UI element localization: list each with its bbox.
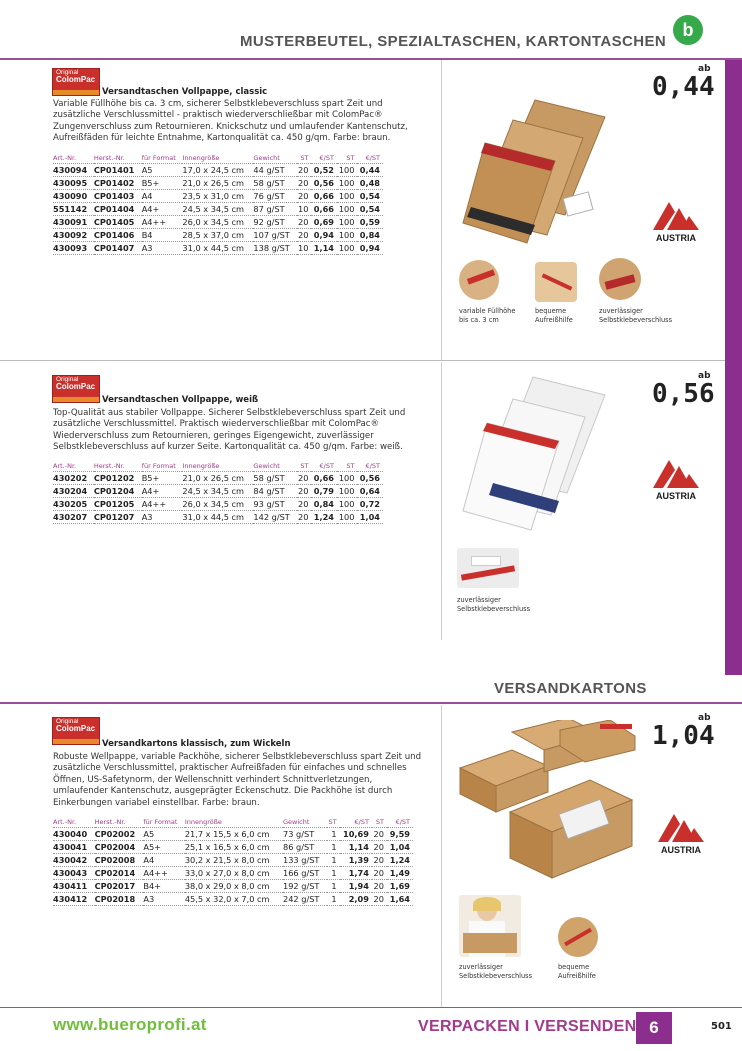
logo-brand: ColomPac	[56, 724, 96, 733]
table-cell: 0,64	[357, 485, 383, 498]
table-cell: 1,49	[387, 867, 413, 880]
table-cell: A4++	[143, 867, 185, 880]
caption-2: bequeme Aufreißhilfe	[535, 307, 573, 324]
table-cell: B4+	[143, 880, 185, 893]
table-row	[53, 242, 383, 255]
column-header: ST	[297, 462, 312, 472]
colompac-logo	[52, 717, 100, 745]
table-cell: 142 g/ST	[253, 511, 296, 524]
table-cell: 100	[337, 190, 357, 203]
logo-brand: ColomPac	[56, 382, 96, 391]
caption-2: bequeme Aufreißhilfe	[558, 963, 596, 980]
table-cell: 23,5 x 31,0 cm	[182, 190, 253, 203]
table-cell: 24,5 x 34,5 cm	[182, 485, 253, 498]
table-cell: 0,54	[357, 190, 383, 203]
table-cell: A4+	[142, 203, 183, 216]
thumb-fill-height	[459, 260, 499, 300]
caption-3: zuverlässiger Selbstklebeverschluss	[599, 307, 673, 324]
column-header: €/ST	[311, 154, 337, 164]
table-row	[53, 164, 383, 177]
thumb-tear-strip	[558, 917, 598, 957]
table-cell: 17,0 x 24,5 cm	[182, 164, 253, 177]
table-row	[53, 485, 383, 498]
table-cell: CP01204	[94, 485, 142, 498]
table-cell: 86 g/ST	[283, 841, 327, 854]
table-cell: CP02004	[95, 841, 144, 854]
column-header: Art.-Nr.	[53, 154, 94, 164]
table-cell: 1,39	[340, 854, 372, 867]
table-cell: 92 g/ST	[253, 216, 296, 229]
table-cell: 430043	[53, 867, 95, 880]
table-cell: 1	[327, 893, 339, 906]
table-header-row	[53, 154, 383, 164]
table-cell: 1,94	[340, 880, 372, 893]
table-cell: 0,94	[311, 229, 337, 242]
table-cell: 0,79	[311, 485, 337, 498]
table-cell: 166 g/ST	[283, 867, 327, 880]
column-header: Art.-Nr.	[53, 462, 94, 472]
table-cell: 25,1 x 16,5 x 6,0 cm	[185, 841, 283, 854]
table-cell: 0,66	[311, 203, 337, 216]
table-cell: A4++	[142, 216, 183, 229]
table-cell: 0,44	[357, 164, 383, 177]
table-header-row	[53, 462, 383, 472]
table-cell: 0,48	[357, 177, 383, 190]
table-row	[53, 511, 383, 524]
table-cell: 20	[297, 190, 312, 203]
price: 0,44	[652, 72, 715, 102]
table-cell: 430042	[53, 854, 95, 867]
table-cell: 100	[337, 177, 357, 190]
product-title: Versandtaschen Vollpappe, classic	[102, 87, 268, 97]
table-cell: 100	[337, 511, 357, 524]
table-cell: 84 g/ST	[253, 485, 296, 498]
table-row	[53, 177, 383, 190]
table-cell: CP01205	[94, 498, 142, 511]
thumb-person-seal	[459, 895, 521, 957]
table-cell: 1,24	[387, 854, 413, 867]
table-cell: 58 g/ST	[253, 177, 296, 190]
table-cell: 0,66	[311, 472, 337, 485]
table-cell: 20	[297, 485, 312, 498]
table-cell: 31,0 x 44,5 cm	[182, 511, 253, 524]
austria-logo	[645, 200, 707, 246]
table-cell: 0,69	[311, 216, 337, 229]
caption-1: zuverlässiger Selbstklebeverschluss	[457, 596, 531, 613]
table-cell: 430040	[53, 828, 95, 841]
product-description: Variable Füllhöhe bis ca. 3 cm, sicherer Selbstklebeverschluss spart Zeit und zusätzliche Verschlussmittel - praktisch wiederverschließbar mit ColomPac® Zungenverschluss zum Retournieren. Knickschutz und umlaufender Kantenschutz, Aufreißfäden für leichte Entnahme, Kartonqualität ca. 450 g/qm. Farbe: braun.	[53, 99, 408, 144]
section-divider-2	[0, 702, 742, 704]
table-cell: A4+	[142, 485, 183, 498]
table-cell: 138 g/ST	[253, 242, 296, 255]
table-cell: 430090	[53, 190, 94, 203]
column-header: Herst.-Nr.	[94, 154, 142, 164]
table-row	[53, 229, 383, 242]
column-header: Innengröße	[182, 154, 253, 164]
caption-1: variable Füllhöhe bis ca. 3 cm	[459, 307, 516, 324]
table-cell: 1,04	[357, 511, 383, 524]
table-cell: 0,54	[357, 203, 383, 216]
table-cell: 430041	[53, 841, 95, 854]
table-cell: 1	[327, 841, 339, 854]
table-cell: A3	[143, 893, 185, 906]
table-cell: A5+	[143, 841, 185, 854]
table-cell: 26,0 x 34,5 cm	[182, 498, 253, 511]
right-accent-bar	[725, 60, 742, 675]
table-cell: 20	[297, 216, 312, 229]
table-cell: 24,5 x 34,5 cm	[182, 203, 253, 216]
table-cell: 20	[297, 229, 312, 242]
table-cell: 0,59	[357, 216, 383, 229]
table-cell: CP02017	[95, 880, 144, 893]
table-cell: 45,5 x 32,0 x 7,0 cm	[185, 893, 283, 906]
column-divider-2	[441, 362, 442, 640]
austria-text: AUSTRIA	[656, 491, 696, 501]
price-prefix: ab	[698, 64, 711, 74]
column-header: ST	[327, 818, 339, 828]
table-cell: 430094	[53, 164, 94, 177]
table-cell: A3	[142, 242, 183, 255]
table-cell: CP01404	[94, 203, 142, 216]
table-cell: 100	[337, 216, 357, 229]
column-header: ST	[337, 154, 357, 164]
table-cell: A5	[142, 164, 183, 177]
logo-line1: Original	[56, 69, 79, 76]
column-header: ST	[337, 462, 357, 472]
table-cell: 0,94	[357, 242, 383, 255]
kraft-boxes-image	[450, 720, 640, 885]
table-cell: A4	[142, 190, 183, 203]
table-row	[53, 498, 383, 511]
column-header: €/ST	[357, 462, 383, 472]
table-cell: 1	[327, 867, 339, 880]
table-cell: 430205	[53, 498, 94, 511]
table-cell: CP01207	[94, 511, 142, 524]
table-cell: 0,56	[357, 472, 383, 485]
table-cell: 100	[337, 164, 357, 177]
table-cell: CP01202	[94, 472, 142, 485]
thumb-tear-strip	[535, 262, 577, 302]
table-cell: 100	[337, 242, 357, 255]
product-description: Robuste Wellpappe, variable Packhöhe, sicherer Selbstklebeverschluss spart Zeit und zusätzliche Verschlussmittel, praktischer Aufreißfaden für einfaches und schnelles Öffnen, US-Safetynorm, der Wellenschnitt verhindert Schnittverletzungen, umlaufender Kantenschutz, ausgeprägter Eckenschutz. Die Packhöhe ist durch Einkerbungen variabel einstellbar. Farbe: braun.	[53, 752, 422, 808]
product-description: Top-Qualität aus stabiler Vollpappe. Sicherer Selbstklebeverschluss spart Zeit und zusätzliche Verschlussmittel. Praktisch wiederverschließbar mit ColomPac® Wiederverschluss zum Retournieren, geringes Eigengewicht, zuverlässiger Selbstklebeverschluss auf kurzer Seite. Kartonqualität ca. 450 g/qm. Farbe: weiß.	[53, 408, 406, 453]
table-cell: 20	[372, 867, 387, 880]
table-cell: 33,0 x 27,0 x 8,0 cm	[185, 867, 283, 880]
logo-brand: ColomPac	[56, 75, 96, 84]
column-header: €/ST	[357, 154, 383, 164]
page-title: MUSTERBEUTEL, SPEZIALTASCHEN, KARTONTASCHEN	[240, 33, 667, 50]
table-cell: 1,24	[311, 511, 337, 524]
spec-table	[53, 154, 383, 255]
austria-text: AUSTRIA	[661, 845, 701, 855]
table-cell: A4++	[142, 498, 183, 511]
table-cell: 1,74	[340, 867, 372, 880]
table-cell: 0,56	[311, 177, 337, 190]
austria-logo	[645, 458, 707, 504]
colompac-logo	[52, 375, 100, 403]
table-row	[53, 472, 383, 485]
column-header: für Format	[142, 462, 183, 472]
table-cell: 9,59	[387, 828, 413, 841]
caption-1: zuverlässiger Selbstklebeverschluss	[459, 963, 533, 980]
column-header: €/ST	[311, 462, 337, 472]
table-cell: 26,0 x 34,5 cm	[182, 216, 253, 229]
column-header: Innengröße	[182, 462, 253, 472]
table-row	[53, 880, 413, 893]
table-cell: 58 g/ST	[253, 472, 296, 485]
column-header: Gewicht	[253, 154, 296, 164]
table-cell: CP01401	[94, 164, 142, 177]
table-cell: 430091	[53, 216, 94, 229]
header-rule	[0, 58, 742, 60]
table-cell: 430412	[53, 893, 95, 906]
table-cell: 133 g/ST	[283, 854, 327, 867]
column-divider-3	[441, 705, 442, 1007]
table-cell: 20	[372, 893, 387, 906]
spec-table	[53, 462, 383, 524]
table-cell: 10	[297, 203, 312, 216]
table-row	[53, 203, 383, 216]
table-cell: CP01407	[94, 242, 142, 255]
column-divider-1	[441, 60, 442, 360]
table-cell: 100	[337, 485, 357, 498]
table-cell: 0,84	[357, 229, 383, 242]
logo-line1: Original	[56, 718, 79, 725]
page-number: 501	[711, 1021, 732, 1032]
colompac-logo	[52, 68, 100, 96]
table-cell: 28,5 x 37,0 cm	[182, 229, 253, 242]
table-cell: CP02014	[95, 867, 144, 880]
table-cell: CP01402	[94, 177, 142, 190]
table-row	[53, 190, 383, 203]
table-row	[53, 893, 413, 906]
table-cell: CP02018	[95, 893, 144, 906]
table-cell: 430411	[53, 880, 95, 893]
table-row	[53, 867, 413, 880]
column-header: Art.-Nr.	[53, 818, 95, 828]
table-cell: 100	[337, 472, 357, 485]
table-cell: 100	[337, 498, 357, 511]
table-cell: 20	[297, 511, 312, 524]
table-cell: 20	[297, 164, 312, 177]
table-cell: 2,09	[340, 893, 372, 906]
table-cell: 93 g/ST	[253, 498, 296, 511]
table-cell: 20	[297, 177, 312, 190]
table-cell: 100	[337, 203, 357, 216]
table-header-row	[53, 818, 413, 828]
column-header: für Format	[143, 818, 185, 828]
table-cell: 430207	[53, 511, 94, 524]
column-header: ST	[297, 154, 312, 164]
table-cell: 430204	[53, 485, 94, 498]
kraft-envelopes-image	[455, 95, 635, 245]
white-envelopes-image	[455, 375, 635, 535]
table-cell: 73 g/ST	[283, 828, 327, 841]
table-cell: A3	[142, 511, 183, 524]
table-cell: CP02008	[95, 854, 144, 867]
table-cell: 551142	[53, 203, 94, 216]
table-cell: 1	[327, 854, 339, 867]
footer-rule	[0, 1007, 742, 1008]
table-cell: 21,7 x 15,5 x 6,0 cm	[185, 828, 283, 841]
table-cell: 107 g/ST	[253, 229, 296, 242]
table-cell: 76 g/ST	[253, 190, 296, 203]
thumb-seal	[457, 548, 519, 588]
table-cell: 242 g/ST	[283, 893, 327, 906]
table-cell: 87 g/ST	[253, 203, 296, 216]
table-cell: 0,66	[311, 190, 337, 203]
table-cell: 430202	[53, 472, 94, 485]
table-cell: 30,2 x 21,5 x 8,0 cm	[185, 854, 283, 867]
table-row	[53, 854, 413, 867]
table-cell: 21,0 x 26,5 cm	[182, 472, 253, 485]
product-title: Versandtaschen Vollpappe, weiß	[102, 395, 259, 405]
table-cell: CP01405	[94, 216, 142, 229]
footer-section-title: VERPACKEN I VERSENDEN	[418, 1018, 637, 1035]
chapter-badge: b	[673, 15, 703, 45]
product-title: Versandkartons klassisch, zum Wickeln	[102, 739, 291, 749]
table-cell: 1	[327, 880, 339, 893]
table-cell: B5+	[142, 472, 183, 485]
austria-logo	[650, 812, 712, 858]
table-cell: 1,64	[387, 893, 413, 906]
table-cell: 20	[297, 498, 312, 511]
column-header: Gewicht	[283, 818, 327, 828]
table-cell: 20	[372, 854, 387, 867]
section-divider-1	[0, 360, 725, 361]
table-row	[53, 841, 413, 854]
table-cell: 10,69	[340, 828, 372, 841]
table-cell: B5+	[142, 177, 183, 190]
table-cell: 44 g/ST	[253, 164, 296, 177]
austria-text: AUSTRIA	[656, 233, 696, 243]
table-cell: B4	[142, 229, 183, 242]
table-cell: 38,0 x 29,0 x 8,0 cm	[185, 880, 283, 893]
table-cell: 0,72	[357, 498, 383, 511]
price-prefix: ab	[698, 371, 711, 381]
spec-table	[53, 818, 413, 906]
table-cell: 21,0 x 26,5 cm	[182, 177, 253, 190]
price: 0,56	[652, 379, 715, 409]
table-row	[53, 216, 383, 229]
table-cell: 1,14	[311, 242, 337, 255]
table-cell: 0,52	[311, 164, 337, 177]
table-row	[53, 828, 413, 841]
table-cell: 1,04	[387, 841, 413, 854]
table-cell: CP02002	[95, 828, 144, 841]
table-cell: 20	[372, 841, 387, 854]
column-header: ST	[372, 818, 387, 828]
table-cell: 1	[327, 828, 339, 841]
table-cell: A5	[143, 828, 185, 841]
column-header: Herst.-Nr.	[94, 462, 142, 472]
table-cell: 100	[337, 229, 357, 242]
table-cell: A4	[143, 854, 185, 867]
thumb-seal	[599, 258, 641, 300]
logo-line1: Original	[56, 376, 79, 383]
footer-chapter-number: 6	[636, 1012, 672, 1044]
table-cell: 1,69	[387, 880, 413, 893]
table-cell: 430093	[53, 242, 94, 255]
price-prefix: ab	[698, 713, 711, 723]
table-cell: 20	[372, 828, 387, 841]
price: 1,04	[652, 721, 715, 751]
section-title: VERSANDKARTONS	[494, 680, 647, 697]
footer-website[interactable]: www.bueroprofi.at	[53, 1015, 207, 1034]
table-cell: 192 g/ST	[283, 880, 327, 893]
table-cell: CP01403	[94, 190, 142, 203]
table-cell: 20	[297, 472, 312, 485]
table-cell: 10	[297, 242, 312, 255]
column-header: für Format	[142, 154, 183, 164]
table-cell: 0,84	[311, 498, 337, 511]
table-cell: 1,14	[340, 841, 372, 854]
table-cell: 31,0 x 44,5 cm	[182, 242, 253, 255]
table-cell: 430095	[53, 177, 94, 190]
column-header: Herst.-Nr.	[95, 818, 144, 828]
table-cell: 20	[372, 880, 387, 893]
table-cell: 430092	[53, 229, 94, 242]
table-cell: CP01406	[94, 229, 142, 242]
column-header: Innengröße	[185, 818, 283, 828]
column-header: Gewicht	[253, 462, 296, 472]
column-header: €/ST	[340, 818, 372, 828]
column-header: €/ST	[387, 818, 413, 828]
